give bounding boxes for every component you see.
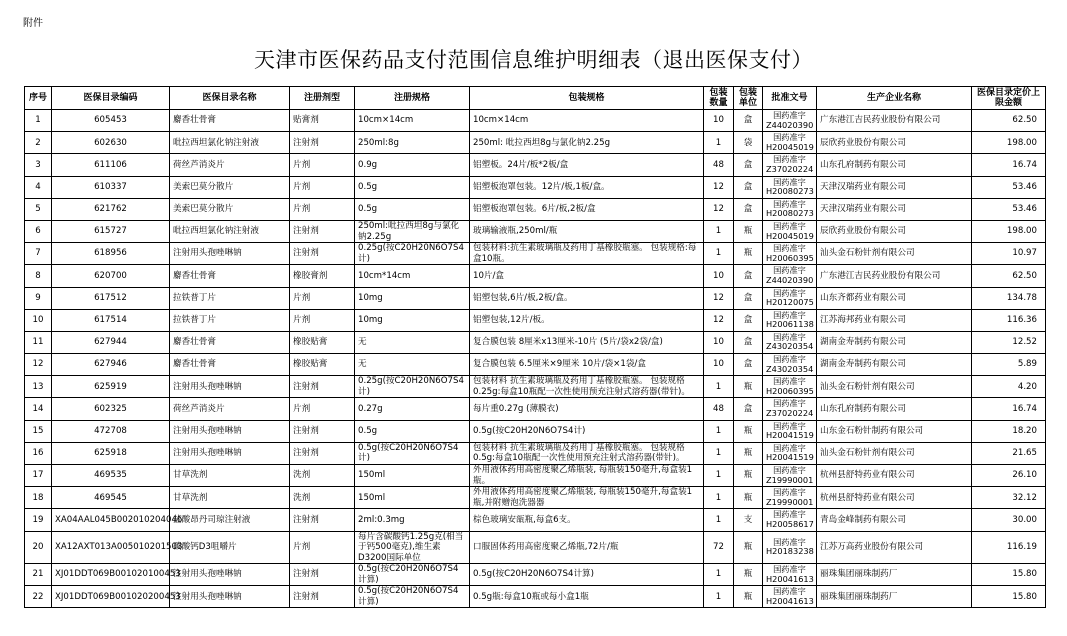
cell-spec: 0.5g — [355, 176, 470, 198]
cell-package-qty: 1 — [704, 243, 734, 265]
cell-approval-no: 国药准字H20183238 — [763, 531, 817, 564]
cell-dosage-form: 橡胶贴膏 — [290, 354, 355, 376]
cell-price-cap: 4.20 — [972, 376, 1046, 398]
cell-index: 8 — [25, 265, 52, 287]
cell-catalog-name: 麝香壮骨膏 — [170, 110, 290, 132]
table-row — [25, 243, 1046, 265]
table-row — [25, 154, 1046, 176]
cell-approval-no: 国药准字Z19990001 — [763, 465, 817, 487]
cell-manufacturer: 天津汉瑞药业有限公司 — [817, 198, 972, 220]
table-row — [25, 564, 1046, 586]
cell-approval-no: 国药准字Z43020354 — [763, 354, 817, 376]
cell-catalog-code: 469545 — [52, 487, 170, 509]
cell-price-cap: 12.52 — [972, 331, 1046, 353]
cell-catalog-name: 美索巴莫分散片 — [170, 198, 290, 220]
cell-price-cap: 21.65 — [972, 442, 1046, 464]
cell-approval-no: 国药准字H20045019 — [763, 132, 817, 154]
header-package-spec: 包装规格 — [470, 87, 704, 110]
cell-catalog-code: 469535 — [52, 465, 170, 487]
cell-manufacturer: 汕头金石粉针剂有限公司 — [817, 243, 972, 265]
header-catalog-name: 医保目录名称 — [170, 87, 290, 110]
cell-catalog-code: XA04AAL045B002010204046 — [52, 509, 170, 531]
cell-package-unit: 袋 — [734, 132, 763, 154]
cell-package-spec: 铝塑包装,12片/板。 — [470, 309, 704, 331]
cell-price-cap: 134.78 — [972, 287, 1046, 309]
cell-package-qty: 1 — [704, 376, 734, 398]
cell-package-spec: 玻璃输液瓶,250ml/瓶 — [470, 220, 704, 242]
cell-package-unit: 瓶 — [734, 586, 763, 608]
cell-index: 22 — [25, 586, 52, 608]
cell-spec: 无 — [355, 354, 470, 376]
cell-approval-no: 国药准字H20041613 — [763, 564, 817, 586]
cell-manufacturer: 天津汉瑞药业有限公司 — [817, 176, 972, 198]
cell-package-qty: 1 — [704, 487, 734, 509]
cell-price-cap: 15.80 — [972, 586, 1046, 608]
cell-price-cap: 30.00 — [972, 509, 1046, 531]
cell-package-unit: 盒 — [734, 309, 763, 331]
cell-package-unit: 盒 — [734, 331, 763, 353]
cell-spec: 0.5g — [355, 420, 470, 442]
cell-package-qty: 12 — [704, 176, 734, 198]
cell-index: 20 — [25, 531, 52, 564]
cell-price-cap: 10.97 — [972, 243, 1046, 265]
cell-dosage-form: 片剂 — [290, 176, 355, 198]
cell-catalog-code: 602325 — [52, 398, 170, 420]
cell-spec: 10cm×14cm — [355, 110, 470, 132]
table-row — [25, 398, 1046, 420]
cell-package-qty: 12 — [704, 309, 734, 331]
cell-package-spec: 250ml: 吡拉西坦8g与氯化钠2.25g — [470, 132, 704, 154]
cell-package-unit: 瓶 — [734, 420, 763, 442]
cell-manufacturer: 山东齐都药业有限公司 — [817, 287, 972, 309]
cell-spec: 2ml:0.3mg — [355, 509, 470, 531]
cell-package-spec: 复合膜包装 6.5厘米×9厘米 10片/袋×1袋/盒 — [470, 354, 704, 376]
cell-index: 11 — [25, 331, 52, 353]
cell-index: 6 — [25, 220, 52, 242]
cell-package-spec: 0.5g(按C20H20N6O7S4计算) — [470, 564, 704, 586]
cell-package-spec: 0.5g瓶:每盒10瓶或每小盒1瓶 — [470, 586, 704, 608]
cell-price-cap: 198.00 — [972, 220, 1046, 242]
cell-price-cap: 16.74 — [972, 398, 1046, 420]
header-catalog-code: 医保目录编码 — [52, 87, 170, 110]
cell-approval-no: 国药准字Z19990001 — [763, 487, 817, 509]
cell-index: 14 — [25, 398, 52, 420]
cell-package-spec: 棕色玻璃安瓿瓶,每盒6支。 — [470, 509, 704, 531]
cell-manufacturer: 江苏万高药业股份有限公司 — [817, 531, 972, 564]
cell-catalog-code: XA12AXT013A005010201503 — [52, 531, 170, 564]
cell-dosage-form: 片剂 — [290, 309, 355, 331]
cell-package-unit: 瓶 — [734, 376, 763, 398]
cell-package-qty: 72 — [704, 531, 734, 564]
cell-spec: 250ml:8g — [355, 132, 470, 154]
cell-dosage-form: 洗剂 — [290, 465, 355, 487]
cell-spec: 0.25g(按C20H20N6O7S4计) — [355, 376, 470, 398]
cell-package-qty: 1 — [704, 420, 734, 442]
cell-index: 13 — [25, 376, 52, 398]
cell-manufacturer: 杭州县舒特药业有限公司 — [817, 465, 972, 487]
cell-manufacturer: 丽珠集团丽珠制药厂 — [817, 564, 972, 586]
cell-package-qty: 48 — [704, 154, 734, 176]
cell-catalog-name: 注射用头孢唑啉钠 — [170, 564, 290, 586]
cell-catalog-name: 甘草洗剂 — [170, 465, 290, 487]
cell-catalog-name: 美索巴莫分散片 — [170, 176, 290, 198]
cell-catalog-code: 620700 — [52, 265, 170, 287]
cell-manufacturer: 山东孔府制药有限公司 — [817, 154, 972, 176]
cell-catalog-name: 注射用头孢唑啉钠 — [170, 420, 290, 442]
table-row — [25, 265, 1046, 287]
cell-spec: 每片含碳酸钙1.25g克(相当于钙500毫克),维生素D3200国际单位 — [355, 531, 470, 564]
cell-index: 9 — [25, 287, 52, 309]
cell-manufacturer: 湖南金寿制药有限公司 — [817, 354, 972, 376]
cell-package-spec: 0.5g(按C20H20N6O7S4计) — [470, 420, 704, 442]
cell-package-unit: 瓶 — [734, 465, 763, 487]
cell-spec: 150ml — [355, 465, 470, 487]
cell-index: 18 — [25, 487, 52, 509]
cell-package-spec: 铝塑板。24片/板*2板/盒 — [470, 154, 704, 176]
cell-manufacturer: 丽珠集团丽珠制药厂 — [817, 586, 972, 608]
cell-package-qty: 12 — [704, 198, 734, 220]
cell-catalog-name: 荷丝芦消炎片 — [170, 154, 290, 176]
cell-manufacturer: 汕头金石粉针剂有限公司 — [817, 376, 972, 398]
cell-catalog-name: 注射用头孢唑啉钠 — [170, 376, 290, 398]
table-row — [25, 586, 1046, 608]
table-row — [25, 309, 1046, 331]
table-header-row — [25, 87, 1046, 110]
cell-package-unit: 盒 — [734, 354, 763, 376]
cell-approval-no: 国药准字H20041519 — [763, 442, 817, 464]
table-row — [25, 198, 1046, 220]
cell-package-qty: 1 — [704, 220, 734, 242]
cell-price-cap: 5.89 — [972, 354, 1046, 376]
cell-package-spec: 铝塑板泡罩包装。12片/板,1板/盒。 — [470, 176, 704, 198]
cell-index: 15 — [25, 420, 52, 442]
cell-manufacturer: 山东孔府制药有限公司 — [817, 398, 972, 420]
cell-catalog-code: XJ01DDT069B001020100453 — [52, 564, 170, 586]
cell-package-qty: 10 — [704, 265, 734, 287]
cell-package-unit: 瓶 — [734, 220, 763, 242]
header-price-cap: 医保目录定价上限金额 — [972, 87, 1046, 110]
cell-catalog-code: 625918 — [52, 442, 170, 464]
cell-dosage-form: 注射剂 — [290, 376, 355, 398]
header-package-qty: 包装数量 — [704, 87, 734, 110]
cell-package-qty: 12 — [704, 287, 734, 309]
cell-spec: 0.5g(按C20H20N6O7S4计算) — [355, 586, 470, 608]
cell-approval-no: 国药准字Z37020224 — [763, 154, 817, 176]
cell-package-qty: 1 — [704, 564, 734, 586]
cell-approval-no: 国药准字Z44020390 — [763, 265, 817, 287]
cell-dosage-form: 片剂 — [290, 287, 355, 309]
cell-catalog-name: 荷丝芦消炎片 — [170, 398, 290, 420]
cell-catalog-name: 麝香壮骨膏 — [170, 331, 290, 353]
cell-package-spec: 10片/盒 — [470, 265, 704, 287]
cell-dosage-form: 注射剂 — [290, 509, 355, 531]
drug-list-table — [24, 86, 1046, 608]
cell-index: 19 — [25, 509, 52, 531]
cell-package-unit: 瓶 — [734, 442, 763, 464]
table-row — [25, 331, 1046, 353]
table-body — [25, 110, 1046, 608]
cell-spec: 250ml:吡拉西坦8g与氯化钠2.25g — [355, 220, 470, 242]
cell-package-qty: 48 — [704, 398, 734, 420]
table-row — [25, 110, 1046, 132]
table-row — [25, 376, 1046, 398]
cell-index: 3 — [25, 154, 52, 176]
table-row — [25, 354, 1046, 376]
cell-package-qty: 10 — [704, 110, 734, 132]
cell-catalog-code: XJ01DDT069B001020200453 — [52, 586, 170, 608]
cell-index: 7 — [25, 243, 52, 265]
cell-manufacturer: 汕头金石粉针剂有限公司 — [817, 442, 972, 464]
cell-package-qty: 1 — [704, 442, 734, 464]
cell-package-spec: 外用液体药用高密度聚乙烯瓶装, 每瓶装150毫升,每盒装1瓶。 — [470, 465, 704, 487]
cell-package-spec: 口服固体药用高密度聚乙烯瓶,72片/瓶 — [470, 531, 704, 564]
cell-catalog-name: 碳酸钙D3咀嚼片 — [170, 531, 290, 564]
cell-price-cap: 15.80 — [972, 564, 1046, 586]
cell-catalog-name: 甘草洗剂 — [170, 487, 290, 509]
cell-approval-no: 国药准字H20041613 — [763, 586, 817, 608]
cell-package-spec: 10cm×14cm — [470, 110, 704, 132]
annex-label: 附件 — [23, 18, 43, 29]
cell-manufacturer: 辰欣药业股份有限公司 — [817, 220, 972, 242]
cell-approval-no: 国药准字Z43020354 — [763, 331, 817, 353]
cell-approval-no: 国药准字Z44020390 — [763, 110, 817, 132]
cell-manufacturer: 青岛金峰制药有限公司 — [817, 509, 972, 531]
cell-dosage-form: 注射剂 — [290, 220, 355, 242]
cell-dosage-form: 片剂 — [290, 531, 355, 564]
header-dosage-form: 注册剂型 — [290, 87, 355, 110]
cell-dosage-form: 片剂 — [290, 198, 355, 220]
cell-price-cap: 116.19 — [972, 531, 1046, 564]
cell-dosage-form: 注射剂 — [290, 564, 355, 586]
cell-approval-no: 国药准字H20060395 — [763, 376, 817, 398]
cell-price-cap: 53.46 — [972, 176, 1046, 198]
header-package-unit: 包装单位 — [734, 87, 763, 110]
header-manufacturer: 生产企业名称 — [817, 87, 972, 110]
cell-catalog-name: 麝香壮骨膏 — [170, 265, 290, 287]
document-title: 天津市医保药品支付范围信息维护明细表（退出医保支付） — [254, 48, 813, 72]
cell-price-cap: 116.36 — [972, 309, 1046, 331]
cell-manufacturer: 广东港江吉民药业股份有限公司 — [817, 110, 972, 132]
cell-approval-no: 国药准字H20061138 — [763, 309, 817, 331]
cell-catalog-code: 617514 — [52, 309, 170, 331]
cell-spec: 无 — [355, 331, 470, 353]
cell-spec: 0.27g — [355, 398, 470, 420]
cell-package-unit: 盒 — [734, 265, 763, 287]
cell-spec: 10mg — [355, 309, 470, 331]
cell-price-cap: 62.50 — [972, 265, 1046, 287]
cell-dosage-form: 橡胶膏剂 — [290, 265, 355, 287]
table-row — [25, 420, 1046, 442]
cell-package-spec: 包装材料 抗生素玻璃瓶及药用丁基橡胶瓶塞。 包装规格0.25g:每盒10瓶配一次性使用预充注射式溶药器(带针)。 — [470, 376, 704, 398]
cell-spec: 10cm*14cm — [355, 265, 470, 287]
cell-index: 17 — [25, 465, 52, 487]
cell-package-unit: 盒 — [734, 110, 763, 132]
cell-dosage-form: 注射剂 — [290, 586, 355, 608]
cell-catalog-code: 610337 — [52, 176, 170, 198]
cell-catalog-code: 617512 — [52, 287, 170, 309]
cell-catalog-name: 拉铁普丁片 — [170, 287, 290, 309]
cell-index: 12 — [25, 354, 52, 376]
cell-package-unit: 盒 — [734, 198, 763, 220]
cell-package-qty: 1 — [704, 586, 734, 608]
cell-package-spec: 复合膜包装 8厘米x13厘米-10片 (5片/袋x2袋/盒) — [470, 331, 704, 353]
cell-catalog-code: 602630 — [52, 132, 170, 154]
table-row — [25, 531, 1046, 564]
cell-catalog-code: 627946 — [52, 354, 170, 376]
cell-spec: 0.25g(按C20H20N6O7S4计) — [355, 243, 470, 265]
cell-package-spec: 包装材料 抗生素玻璃瓶及药用丁基橡胶瓶塞。 包装规格0.5g:每盒10瓶配一次性使用预充注射式溶药器(带针)。 — [470, 442, 704, 464]
cell-index: 4 — [25, 176, 52, 198]
cell-index: 16 — [25, 442, 52, 464]
cell-package-spec: 每片重0.27g (薄膜衣) — [470, 398, 704, 420]
cell-catalog-code: 627944 — [52, 331, 170, 353]
header-approval-no: 批准文号 — [763, 87, 817, 110]
cell-package-unit: 盒 — [734, 398, 763, 420]
cell-package-spec: 铝塑板泡罩包装。6片/板,2板/盒 — [470, 198, 704, 220]
header-index: 序号 — [25, 87, 52, 110]
table-row — [25, 176, 1046, 198]
cell-package-unit: 瓶 — [734, 564, 763, 586]
cell-package-qty: 1 — [704, 509, 734, 531]
table-row — [25, 442, 1046, 464]
cell-catalog-name: 盐酸昂丹司琼注射液 — [170, 509, 290, 531]
cell-package-spec: 铝塑包装,6片/板,2板/盒。 — [470, 287, 704, 309]
cell-approval-no: 国药准字H20058617 — [763, 509, 817, 531]
cell-approval-no: 国药准字Z37020224 — [763, 398, 817, 420]
cell-package-qty: 10 — [704, 331, 734, 353]
cell-dosage-form: 注射剂 — [290, 442, 355, 464]
cell-package-qty: 1 — [704, 465, 734, 487]
cell-approval-no: 国药准字H20041519 — [763, 420, 817, 442]
cell-index: 1 — [25, 110, 52, 132]
cell-dosage-form: 橡胶贴膏 — [290, 331, 355, 353]
cell-spec: 0.5g(按C20H20N6O7S4计算) — [355, 564, 470, 586]
cell-catalog-name: 注射用头孢唑啉钠 — [170, 586, 290, 608]
cell-price-cap: 32.12 — [972, 487, 1046, 509]
cell-package-unit: 瓶 — [734, 487, 763, 509]
cell-index: 2 — [25, 132, 52, 154]
cell-catalog-code: 472708 — [52, 420, 170, 442]
cell-package-unit: 瓶 — [734, 531, 763, 564]
cell-approval-no: 国药准字H20080273 — [763, 198, 817, 220]
table-row — [25, 487, 1046, 509]
cell-price-cap: 26.10 — [972, 465, 1046, 487]
cell-index: 21 — [25, 564, 52, 586]
cell-dosage-form: 片剂 — [290, 154, 355, 176]
cell-package-unit: 盒 — [734, 154, 763, 176]
cell-approval-no: 国药准字H20045019 — [763, 220, 817, 242]
cell-dosage-form: 片剂 — [290, 398, 355, 420]
cell-manufacturer: 辰欣药业股份有限公司 — [817, 132, 972, 154]
cell-price-cap: 198.00 — [972, 132, 1046, 154]
cell-catalog-code: 618956 — [52, 243, 170, 265]
cell-spec: 150ml — [355, 487, 470, 509]
cell-package-spec: 外用液体药用高密度聚乙烯瓶装, 每瓶装150毫升,每盒装1瓶,并附赠泡洗器器 — [470, 487, 704, 509]
cell-index: 10 — [25, 309, 52, 331]
cell-manufacturer: 广东港江吉民药业股份有限公司 — [817, 265, 972, 287]
cell-approval-no: 国药准字H20120075 — [763, 287, 817, 309]
cell-dosage-form: 注射剂 — [290, 243, 355, 265]
cell-catalog-code: 615727 — [52, 220, 170, 242]
cell-dosage-form: 洗剂 — [290, 487, 355, 509]
table-row — [25, 220, 1046, 242]
table-row — [25, 509, 1046, 531]
cell-approval-no: 国药准字H20060395 — [763, 243, 817, 265]
cell-spec: 0.9g — [355, 154, 470, 176]
table-row — [25, 132, 1046, 154]
cell-catalog-name: 注射用头孢唑啉钠 — [170, 243, 290, 265]
cell-catalog-code: 605453 — [52, 110, 170, 132]
cell-spec: 0.5g — [355, 198, 470, 220]
table-row — [25, 465, 1046, 487]
cell-catalog-code: 625919 — [52, 376, 170, 398]
cell-catalog-name: 麝香壮骨膏 — [170, 354, 290, 376]
cell-price-cap: 53.46 — [972, 198, 1046, 220]
cell-price-cap: 16.74 — [972, 154, 1046, 176]
cell-dosage-form: 注射剂 — [290, 132, 355, 154]
cell-spec: 0.5g(按C20H20N6O7S4计) — [355, 442, 470, 464]
cell-package-unit: 盒 — [734, 287, 763, 309]
cell-catalog-code: 611106 — [52, 154, 170, 176]
cell-package-spec: 包装材料:抗生素玻璃瓶及药用丁基橡胶瓶塞。 包装规格:每盒10瓶。 — [470, 243, 704, 265]
cell-manufacturer: 湖南金寿制药有限公司 — [817, 331, 972, 353]
header-spec: 注册规格 — [355, 87, 470, 110]
cell-package-unit: 瓶 — [734, 243, 763, 265]
cell-manufacturer: 杭州县舒特药业有限公司 — [817, 487, 972, 509]
cell-package-qty: 1 — [704, 132, 734, 154]
cell-catalog-code: 621762 — [52, 198, 170, 220]
cell-price-cap: 18.20 — [972, 420, 1046, 442]
cell-catalog-name: 吡拉西坦氯化钠注射液 — [170, 132, 290, 154]
cell-package-qty: 10 — [704, 354, 734, 376]
table-row — [25, 287, 1046, 309]
cell-package-unit: 盒 — [734, 176, 763, 198]
cell-price-cap: 62.50 — [972, 110, 1046, 132]
cell-catalog-name: 拉铁普丁片 — [170, 309, 290, 331]
cell-catalog-name: 吡拉西坦氯化钠注射液 — [170, 220, 290, 242]
cell-dosage-form: 注射剂 — [290, 420, 355, 442]
cell-manufacturer: 山东金石粉针制药有限公司 — [817, 420, 972, 442]
cell-manufacturer: 江苏海邦药业有限公司 — [817, 309, 972, 331]
cell-package-unit: 支 — [734, 509, 763, 531]
cell-index: 5 — [25, 198, 52, 220]
cell-dosage-form: 贴膏剂 — [290, 110, 355, 132]
cell-spec: 10mg — [355, 287, 470, 309]
cell-catalog-name: 注射用头孢唑啉钠 — [170, 442, 290, 464]
cell-approval-no: 国药准字H20080273 — [763, 176, 817, 198]
